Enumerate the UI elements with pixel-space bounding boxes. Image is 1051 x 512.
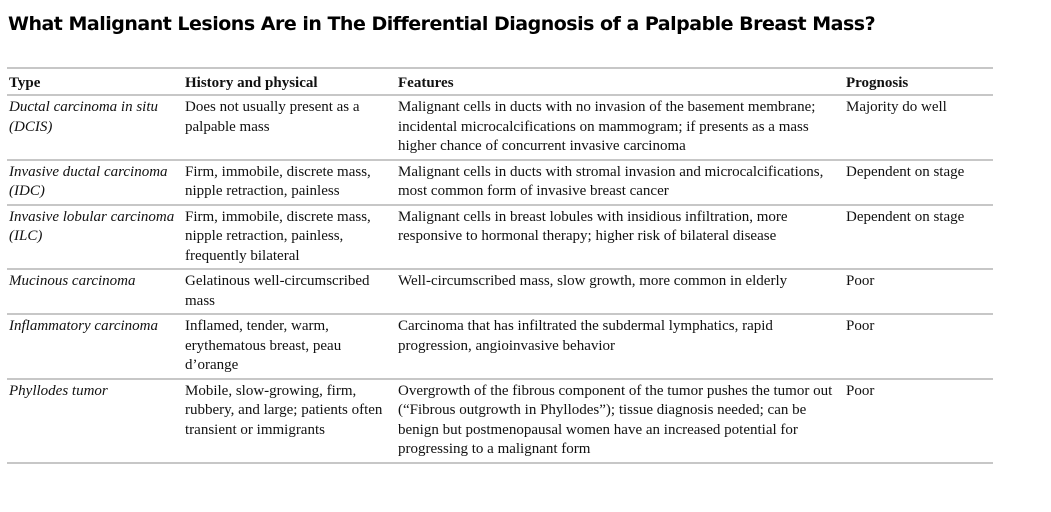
cell-features: Well-circumscribed mass, slow growth, more common in elderly	[396, 269, 844, 314]
cell-prognosis: Poor	[844, 379, 993, 463]
table-row	[7, 269, 993, 314]
cell-type: Invasive lobular carcinoma (ILC)	[7, 205, 183, 270]
differential-diagnosis-table	[7, 67, 993, 464]
column-header-history: History and physical	[183, 68, 396, 95]
table-header	[7, 68, 993, 95]
table-row	[7, 95, 993, 160]
cell-features: Overgrowth of the fibrous component of the tumor pushes the tumor out (“Fibrous outgrowth in Phyllodes”); tissue diagnosis needed; can be benign but postmenopausal women have an increased potential for progressing to a malignant form	[396, 379, 844, 463]
cell-prognosis: Dependent on stage	[844, 205, 993, 270]
cell-features: Malignant cells in ducts with no invasion of the basement membrane; incidental microcalcifications on mammogram; if presents as a mass higher chance of concurrent invasive carcinoma	[396, 95, 844, 160]
cell-history: Mobile, slow-growing, firm, rubbery, and large; patients often transient or immigrants	[183, 379, 396, 463]
table-row	[7, 379, 993, 463]
cell-type: Invasive ductal carcinoma (IDC)	[7, 160, 183, 205]
cell-type: Phyllodes tumor	[7, 379, 183, 463]
table-row	[7, 160, 993, 205]
cell-history: Gelatinous well-circumscribed mass	[183, 269, 396, 314]
cell-prognosis: Dependent on stage	[844, 160, 993, 205]
cell-type: Mucinous carcinoma	[7, 269, 183, 314]
cell-features: Malignant cells in breast lobules with insidious infiltration, more responsive to hormonal therapy; higher risk of bilateral disease	[396, 205, 844, 270]
header-row	[7, 68, 993, 95]
column-header-features: Features	[396, 68, 844, 95]
document-title: What Malignant Lesions Are in The Differential Diagnosis of a Palpable Breast Mass?	[8, 13, 876, 35]
column-header-prognosis: Prognosis	[844, 68, 993, 95]
table-row	[7, 314, 993, 379]
table-body	[7, 95, 993, 463]
cell-history: Inflamed, tender, warm, erythematous breast, peau d’orange	[183, 314, 396, 379]
cell-history: Firm, immobile, discrete mass, nipple retraction, painless	[183, 160, 396, 205]
cell-type: Inflammatory carcinoma	[7, 314, 183, 379]
cell-history: Firm, immobile, discrete mass, nipple retraction, painless, frequently bilateral	[183, 205, 396, 270]
cell-features: Carcinoma that has infiltrated the subdermal lymphatics, rapid progression, angioinvasive behavior	[396, 314, 844, 379]
cell-prognosis: Majority do well	[844, 95, 993, 160]
cell-prognosis: Poor	[844, 269, 993, 314]
column-header-type: Type	[7, 68, 183, 95]
cell-history: Does not usually present as a palpable mass	[183, 95, 396, 160]
cell-prognosis: Poor	[844, 314, 993, 379]
cell-features: Malignant cells in ducts with stromal invasion and microcalcifications, most common form of invasive breast cancer	[396, 160, 844, 205]
cell-type: Ductal carcinoma in situ (DCIS)	[7, 95, 183, 160]
table-row	[7, 205, 993, 270]
